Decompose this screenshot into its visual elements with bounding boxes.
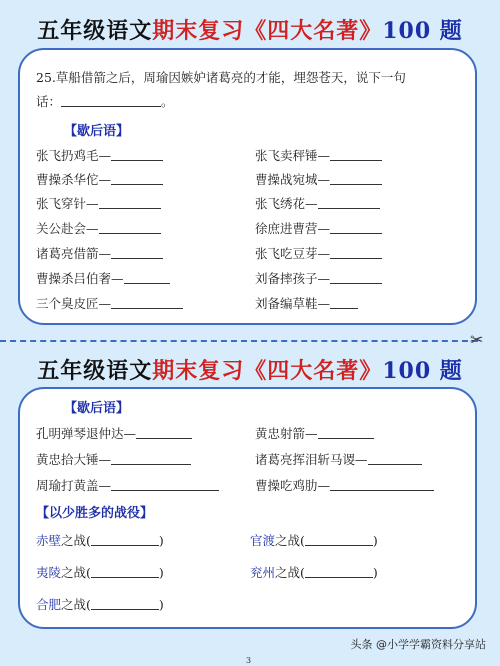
title-part-c: 100 题 (382, 358, 463, 384)
idiom-left-3 (36, 194, 161, 212)
idiom-text: 周瑜打黄盖— (36, 478, 112, 493)
battle-name: 夷陵 (36, 565, 62, 580)
answer-blank[interactable] (111, 246, 163, 259)
question-25-end: 。 (161, 94, 174, 109)
idiom-text: 黄忠拾大锤— (36, 452, 112, 467)
title-part-b: 期末复习《四大名著》 (152, 18, 383, 44)
answer-blank[interactable] (91, 597, 159, 610)
idiom-right-2 (255, 170, 382, 188)
idiom-right-5 (255, 244, 382, 262)
idiom-left-2 (36, 170, 163, 188)
answer-blank[interactable] (124, 271, 170, 284)
title-part-a: 五年级语文 (37, 18, 153, 44)
idiom-right-7 (255, 294, 358, 312)
idiom-text: 张飞吃豆芽— (255, 246, 331, 261)
cut-line (0, 340, 478, 342)
idiom-text: 诸葛亮挥泪斩马谡— (255, 452, 368, 467)
battle-name: 兖州 (250, 565, 276, 580)
battle-suffix: 之战 (61, 533, 87, 548)
battle-suffix: 之战 (275, 533, 301, 548)
question-25-line2 (36, 92, 174, 110)
answer-blank[interactable] (368, 452, 422, 465)
answer-blank[interactable] (99, 221, 161, 234)
idiom-left-4 (36, 219, 161, 237)
idiom-text: 刘备编草鞋— (255, 296, 331, 311)
idiom-left-5 (36, 244, 163, 262)
answer-blank[interactable] (136, 426, 192, 439)
answer-blank[interactable] (330, 246, 382, 259)
battle-name: 官渡 (250, 533, 276, 548)
answer-blank[interactable] (330, 296, 358, 309)
scissors-icon: ✂ (470, 330, 484, 349)
answer-blank[interactable] (305, 533, 373, 546)
answer-blank[interactable] (111, 478, 219, 491)
idiom-right-6 (255, 269, 382, 287)
idiom-text: 曹操杀吕伯奢— (36, 271, 124, 286)
title-part-c: 100 题 (382, 18, 463, 44)
answer-blank[interactable] (330, 172, 382, 185)
question-25: 25.草船借箭之后，周瑜因嫉妒诸葛亮的才能，埋怨苍天，说下一句 (36, 70, 406, 85)
answer-blank[interactable] (111, 296, 183, 309)
page-number: 3 (246, 656, 252, 665)
battle-suffix: 之战 (61, 597, 87, 612)
answer-blank[interactable] (330, 221, 382, 234)
answer-blank[interactable] (91, 565, 159, 578)
idiom2-left-1 (36, 424, 192, 442)
question-25-prefix: 话： (36, 94, 62, 109)
answer-blank[interactable] (91, 533, 159, 546)
page-title-2 (0, 354, 500, 385)
idiom-right-4 (255, 219, 382, 237)
idiom-text: 三个臭皮匠— (36, 296, 112, 311)
idiom2-left-3 (36, 476, 219, 494)
idiom-text: 诸葛亮借箭— (36, 246, 112, 261)
section-heading-xiehouyu-2: 【歇后语】 (64, 401, 130, 416)
watermark: 头条 @小学学霸资料分享站 (350, 638, 486, 651)
title-part-b: 期末复习《四大名著》 (152, 358, 383, 384)
section-heading-battles: 【以少胜多的战役】 (36, 506, 154, 521)
section-heading-xiehouyu-1: 【歇后语】 (64, 124, 130, 139)
answer-blank[interactable] (330, 271, 382, 284)
answer-blank[interactable] (318, 196, 380, 209)
idiom-text: 孔明弹琴退仲达— (36, 426, 137, 441)
battle-left-2: 夷陵之战( ) (36, 565, 164, 580)
idiom-left-1 (36, 146, 163, 164)
idiom-text: 曹操战宛城— (255, 172, 331, 187)
idiom-text: 关公赴会— (36, 221, 99, 236)
battle-name: 合肥 (36, 597, 62, 612)
idiom-text: 黄忠射箭— (255, 426, 318, 441)
answer-blank[interactable] (99, 196, 161, 209)
battle-left-3: 合肥之战( ) (36, 597, 164, 612)
answer-blank[interactable] (330, 478, 434, 491)
idiom-text: 张飞卖秤锤— (255, 148, 331, 163)
answer-blank[interactable] (111, 172, 163, 185)
answer-blank[interactable] (111, 452, 191, 465)
answer-blank[interactable] (305, 565, 373, 578)
battle-suffix: 之战 (61, 565, 87, 580)
answer-blank[interactable] (111, 148, 163, 161)
idiom-right-3 (255, 194, 380, 212)
idiom-left-7 (36, 294, 183, 312)
idiom2-right-3 (255, 476, 434, 494)
page-title-1 (0, 14, 500, 45)
idiom-text: 曹操杀华佗— (36, 172, 112, 187)
title-part-a: 五年级语文 (37, 358, 153, 384)
idiom-text: 张飞穿针— (36, 196, 99, 211)
idiom2-left-2 (36, 450, 191, 468)
idiom-text: 张飞扔鸡毛— (36, 148, 112, 163)
answer-blank[interactable] (318, 426, 374, 439)
answer-blank[interactable] (330, 148, 382, 161)
battle-left-1: 赤壁之战( ) (36, 533, 164, 548)
idiom-left-6 (36, 269, 170, 287)
idiom-text: 徐庶进曹营— (255, 221, 331, 236)
idiom-text: 刘备摔孩子— (255, 271, 331, 286)
idiom2-right-2 (255, 450, 422, 468)
answer-blank[interactable] (61, 94, 161, 107)
idiom-text: 曹操吃鸡肋— (255, 478, 331, 493)
battle-suffix: 之战 (275, 565, 301, 580)
idiom-text: 张飞绣花— (255, 196, 318, 211)
idiom2-right-1 (255, 424, 374, 442)
battle-right-1: 官渡之战( ) (250, 533, 378, 548)
battle-name: 赤壁 (36, 533, 62, 548)
idiom-right-1 (255, 146, 382, 164)
battle-right-2: 兖州之战( ) (250, 565, 378, 580)
